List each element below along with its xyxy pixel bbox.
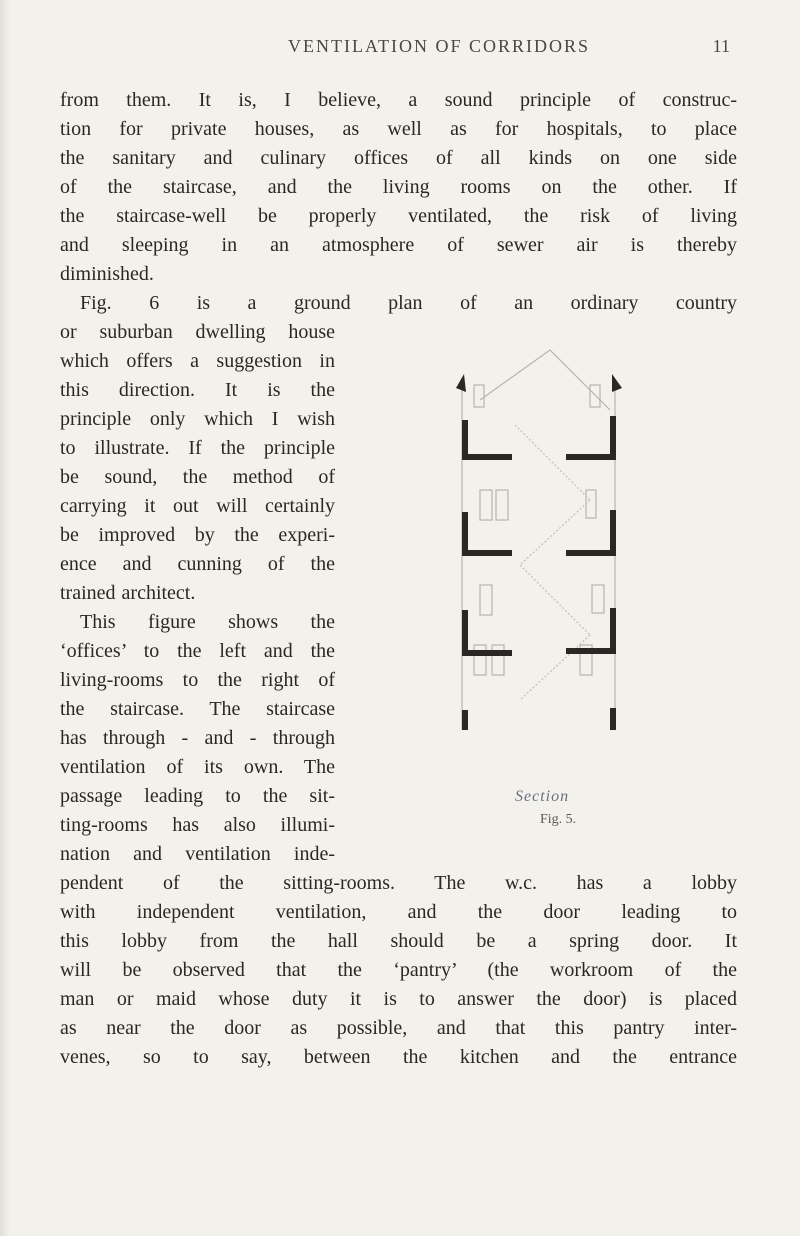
text-line: tion for private houses, as well as for hospitals, to place [60, 118, 737, 140]
text-line: the staircase-well be properly ventilated, the risk of living [60, 205, 737, 227]
arrow-left-marker [456, 374, 466, 392]
text-line: man or maid whose duty it is to answer the door) is placed [60, 988, 737, 1010]
text-line: this direction. It is the [60, 379, 335, 401]
text-line: of the staircase, and the living rooms on the other. If [60, 176, 737, 198]
text-line: which offers a suggestion in [60, 350, 335, 372]
text-line: has through - and - through [60, 727, 335, 749]
figure-script-label: Section [515, 788, 570, 805]
text-line: This figure shows the [80, 611, 335, 633]
arrow-right-marker [612, 374, 622, 392]
text-line: be sound, the method of [60, 466, 335, 488]
text-line: or suburban dwelling house [60, 321, 335, 343]
text-line: passage leading to the sit- [60, 785, 335, 807]
text-line: this lobby from the hall should be a spring door. It [60, 930, 737, 952]
stair-flight [515, 425, 590, 500]
text-line: ‘offices’ to the left and the [60, 640, 335, 662]
stair-flight [520, 565, 590, 635]
figure-caption: Fig. 5. [540, 812, 577, 827]
text-line: from them. It is, I believe, a sound principle of construc- [60, 89, 737, 111]
text-line: and sleeping in an atmosphere of sewer air is thereby [60, 234, 737, 256]
text-line: venes, so to say, between the kitchen and the entrance [60, 1046, 737, 1068]
text-line: trained architect. [60, 582, 196, 604]
text-line: be improved by the experi- [60, 524, 335, 546]
text-line: ence and cunning of the [60, 553, 335, 575]
text-line: ting-rooms has also illumi- [60, 814, 335, 836]
text-line: with independent ventilation, and the door leading to [60, 901, 737, 923]
text-line: nation and ventilation inde- [60, 843, 335, 865]
page-number: 11 [712, 36, 730, 56]
text-line: the sanitary and culinary offices of all kinds on one side [60, 147, 737, 169]
text-line: ventilation of its own. The [60, 756, 335, 778]
text-line: to illustrate. If the principle [60, 437, 335, 459]
running-head: VENTILATION OF CORRIDORS [287, 36, 590, 56]
page-edge-shadow [0, 0, 10, 1236]
staircase-section-figure [440, 340, 640, 730]
text-line: as near the door as possible, and that this pantry inter- [60, 1017, 737, 1039]
text-line: carrying it out will certainly [60, 495, 335, 517]
text-line: principle only which I wish [60, 408, 335, 430]
text-line: will be observed that the ‘pantry’ (the workroom of the [60, 959, 737, 981]
text-line: living-rooms to the right of [60, 669, 335, 691]
text-line: the staircase. The staircase [60, 698, 335, 720]
text-line: diminished. [60, 263, 154, 285]
text-line: Fig. 6 is a ground plan of an ordinary country [80, 292, 737, 314]
text-line: pendent of the sitting-rooms. The w.c. has a lobby [60, 872, 737, 894]
